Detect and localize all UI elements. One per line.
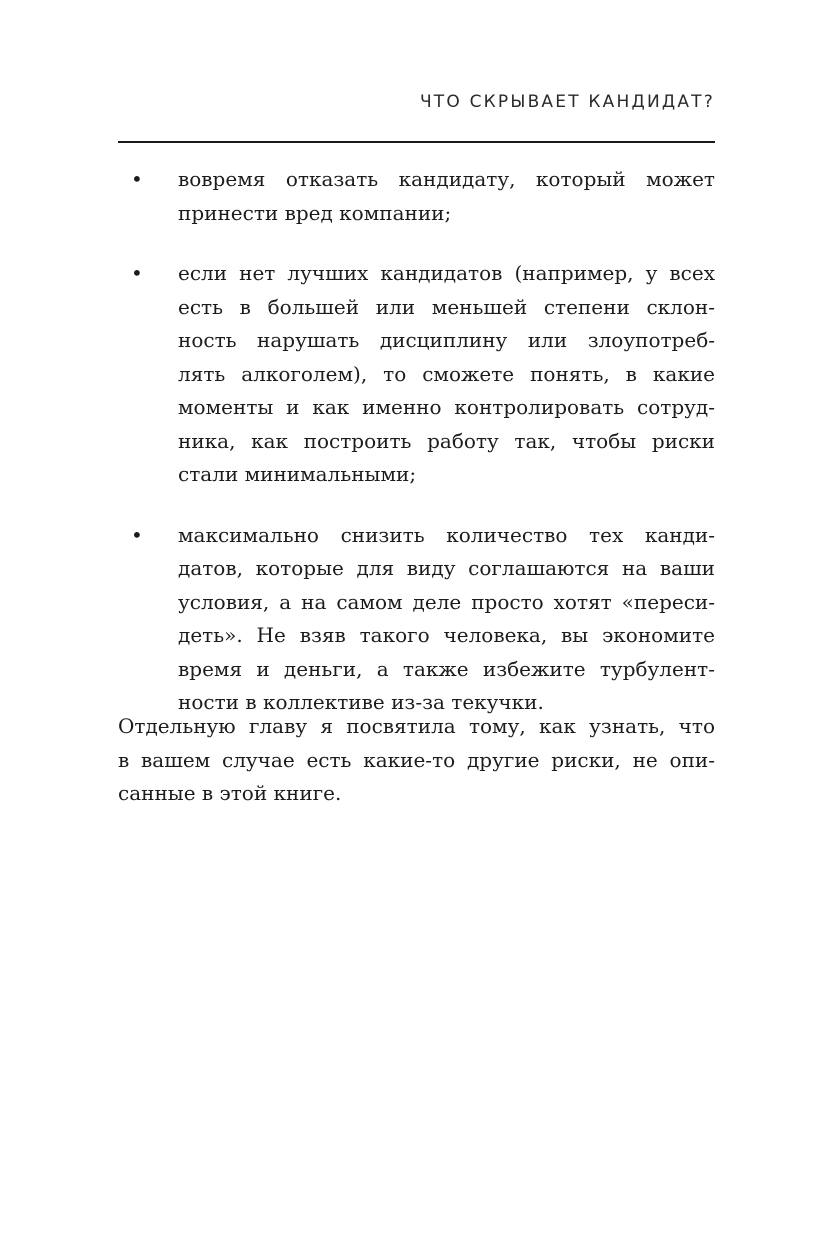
text-line: деть». Не взяв такого человека, вы экономите xyxy=(178,623,715,647)
text-line: ника, как построить работу так, чтобы риски xyxy=(178,428,715,453)
text-line: санные в этой книге. xyxy=(118,781,342,805)
bullet-item xyxy=(118,163,715,230)
bullet-list xyxy=(118,163,715,747)
bullet-text xyxy=(178,257,715,492)
text-line: Отдельную главу я посвятила тому, как узнать, что xyxy=(118,714,715,738)
bullet-item xyxy=(118,519,715,720)
text-line: моменты и как именно контролировать сотруд- xyxy=(178,395,715,419)
text-line: есть в большей или меньшей степени склон- xyxy=(178,294,715,319)
text-line: ности в коллективе из-за текучки. xyxy=(178,690,544,714)
text-line: условия, а на самом деле просто хотят «переси- xyxy=(178,589,715,614)
text-line: ность нарушать дисциплину или злоупотреб- xyxy=(178,328,715,352)
bullet-item xyxy=(118,257,715,492)
text-line: датов, которые для виду соглашаются на ваши xyxy=(178,556,715,580)
bullet-marker: • xyxy=(131,167,143,191)
bullet-marker: • xyxy=(131,261,143,285)
closing-paragraph xyxy=(118,710,715,811)
running-head: ЧТО СКРЫВАЕТ КАНДИДАТ? xyxy=(419,92,715,112)
text-line: принести вред компании; xyxy=(178,200,452,225)
text-line: время и деньги, а также избежите турбулент- xyxy=(178,656,715,681)
text-line: лять алкоголем), то сможете понять, в какие xyxy=(178,361,715,386)
header-rule xyxy=(118,141,715,143)
text-line: максимально снизить количество тех канди- xyxy=(178,522,715,547)
bullet-text xyxy=(178,163,715,230)
bullet-marker: • xyxy=(131,522,143,547)
bullet-text xyxy=(178,519,715,720)
text-line: если нет лучших кандидатов (например, у всех xyxy=(178,261,715,285)
text-line: стали минимальными; xyxy=(178,462,417,486)
text-line: вовремя отказать кандидату, который может xyxy=(178,167,715,191)
text-line: в вашем случае есть какие-то другие риски, не опи- xyxy=(118,747,715,772)
